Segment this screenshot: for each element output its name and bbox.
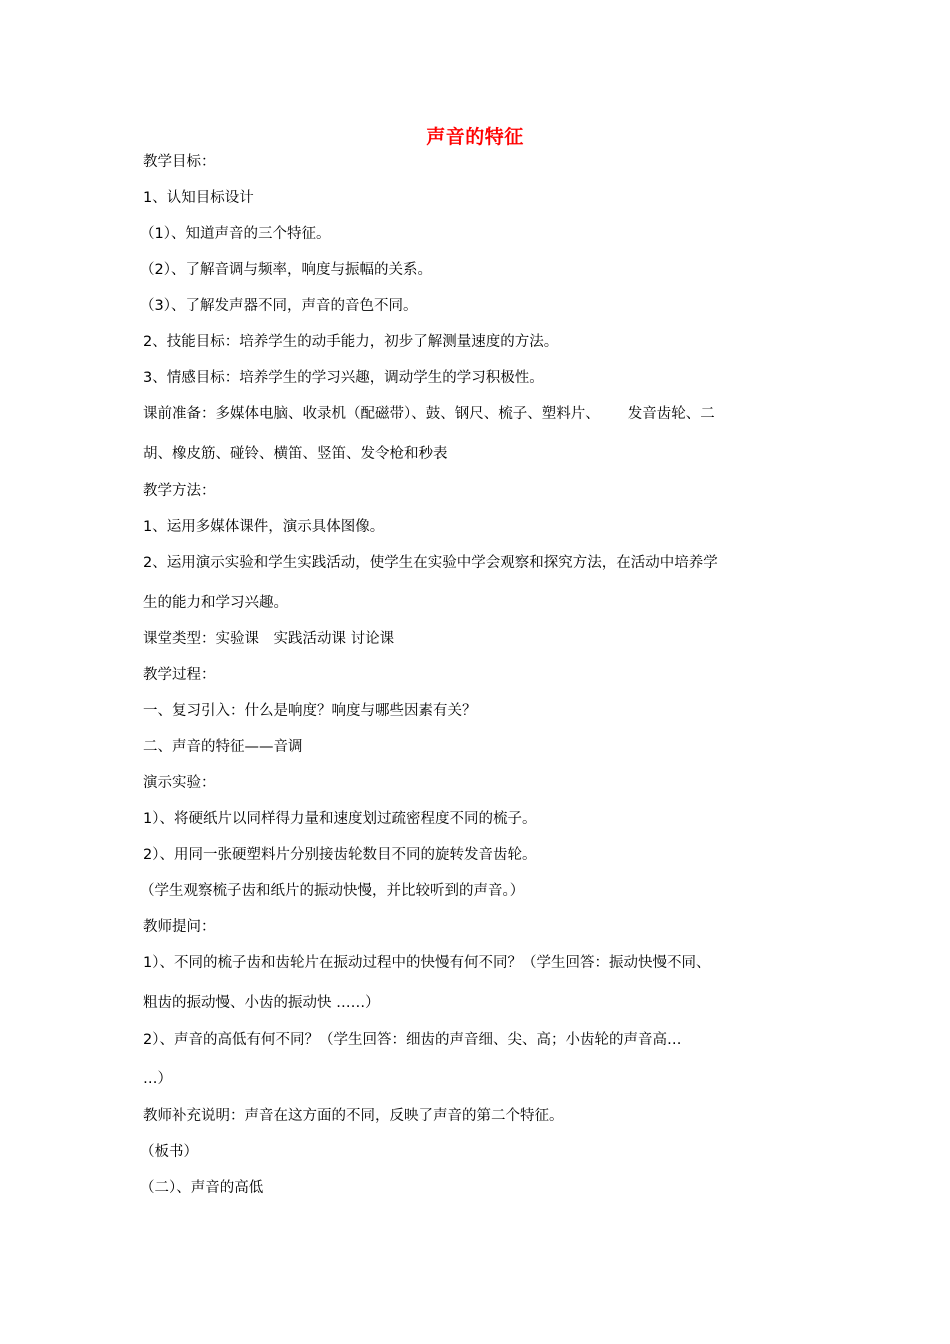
text-line: （3）、了解发声器不同，声音的音色不同。 — [140, 298, 418, 314]
text-line: 粗齿的振动慢、小齿的振动快 ……） — [143, 995, 380, 1011]
text-line: （二）、声音的高低 — [140, 1180, 264, 1196]
text-line: （学生观察梳子齿和纸片的振动快慢，并比较听到的声音。） — [140, 883, 525, 899]
text-line: （2）、了解音调与频率，响度与振幅的关系。 — [140, 262, 432, 278]
text-line: 2）、声音的高低有何不同？（学生回答：细齿的声音细、尖、高；小齿轮的声音高… — [143, 1032, 682, 1048]
text-line: 教师补充说明：声音在这方面的不同，反映了声音的第二个特征。 — [143, 1108, 564, 1124]
text-line: 1）、不同的梳子齿和齿轮片在振动过程中的快慢有何不同？（学生回答：振动快慢不同、 — [143, 955, 711, 971]
text-line: 二、声音的特征——音调 — [143, 739, 303, 755]
text-line: 教师提问： — [143, 919, 216, 935]
text-line: （板书） — [140, 1144, 198, 1160]
text-line: 1）、将硬纸片以同样得力量和速度划过疏密程度不同的梳子。 — [143, 811, 537, 827]
text-line: 胡、橡皮筋、碰铃、横笛、竖笛、发令枪和秒表 — [143, 446, 448, 462]
text-line: 3、情感目标：培养学生的学习兴趣，调动学生的学习积极性。 — [143, 370, 544, 386]
text-line: 生的能力和学习兴趣。 — [143, 595, 288, 611]
text-line: 2、技能目标：培养学生的动手能力，初步了解测量速度的方法。 — [143, 334, 559, 350]
text-line-with-gap — [143, 404, 823, 424]
text-line: （1）、知道声音的三个特征。 — [140, 226, 331, 242]
text-line: 演示实验： — [143, 775, 216, 791]
text-line: 1、运用多媒体课件，演示具体图像。 — [143, 519, 385, 535]
text-line: 1、认知目标设计 — [143, 190, 254, 206]
text-segment: 课前准备：多媒体电脑、收录机（配磁带）、鼓、钢尺、梳子、塑料片、 — [143, 406, 600, 422]
text-line: 2、运用演示实验和学生实践活动，使学生在实验中学会观察和探究方法，在活动中培养学 — [143, 555, 718, 571]
text-line: 教学目标： — [143, 154, 216, 170]
text-line: 教学过程： — [143, 667, 216, 683]
text-line: 教学方法： — [143, 483, 216, 499]
document-title: 声音的特征 — [426, 126, 524, 148]
text-line: 一、复习引入：什么是响度？响度与哪些因素有关？ — [143, 703, 477, 719]
text-segment: 发音齿轮、二 — [627, 406, 715, 422]
text-line: 课堂类型：实验课 实践活动课 讨论课 — [143, 631, 395, 647]
text-line: …） — [143, 1071, 172, 1087]
text-line: 2）、用同一张硬塑料片分别接齿轮数目不同的旋转发音齿轮。 — [143, 847, 537, 863]
